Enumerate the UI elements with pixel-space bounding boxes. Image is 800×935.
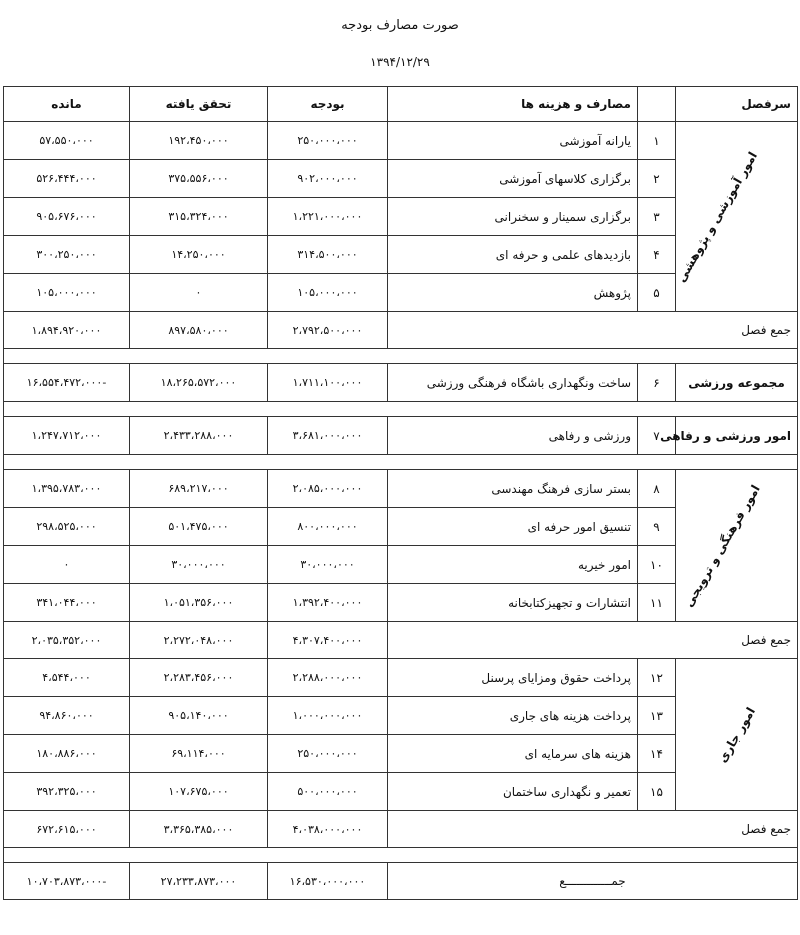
report-date: ۱۳۹۴/۱۲/۲۹	[370, 55, 430, 69]
row-realized: ۱،۰۵۱،۳۵۶،۰۰۰	[130, 584, 268, 622]
row-realized: ۱۰۷،۶۷۵،۰۰۰	[130, 773, 268, 811]
row-remaining: ۱،۲۴۷،۷۱۲،۰۰۰	[4, 417, 130, 455]
row-number: ۸	[638, 470, 676, 508]
row-budget: ۱،۳۹۲،۴۰۰،۰۰۰	[268, 584, 388, 622]
row-budget: ۲۵۰،۰۰۰،۰۰۰	[268, 122, 388, 160]
row-number: ۷	[638, 417, 676, 455]
row-budget: ۲،۰۸۵،۰۰۰،۰۰۰	[268, 470, 388, 508]
row-number: ۳	[638, 198, 676, 236]
row-budget: ۵۰۰،۰۰۰،۰۰۰	[268, 773, 388, 811]
subtotal-label: جمع فصل	[388, 312, 798, 349]
row-item: پرداخت حقوق ومزایای پرسنل	[388, 659, 638, 697]
row-budget: ۱،۰۰۰،۰۰۰،۰۰۰	[268, 697, 388, 735]
subtotal-remaining: ۱،۸۹۴،۹۲۰،۰۰۰	[4, 312, 130, 349]
row-item: بستر سازی فرهنگ مهندسی	[388, 470, 638, 508]
row-item: برگزاری کلاسهای آموزشی	[388, 160, 638, 198]
budget-table	[3, 86, 798, 900]
row-number: ۵	[638, 274, 676, 312]
row-item: ورزشی و رفاهی	[388, 417, 638, 455]
row-item: تنسیق امور حرفه ای	[388, 508, 638, 546]
col-header-section: سرفصل	[676, 87, 798, 122]
row-remaining: ۴،۵۴۴،۰۰۰	[4, 659, 130, 697]
col-header-item: مصارف و هزینه ها	[388, 87, 638, 122]
row-realized: ۱۹۲،۴۵۰،۰۰۰	[130, 122, 268, 160]
row-realized: ۵۰۱،۴۷۵،۰۰۰	[130, 508, 268, 546]
subtotal-realized: ۳،۳۶۵،۳۸۵،۰۰۰	[130, 811, 268, 848]
subtotal-realized: ۸۹۷،۵۸۰،۰۰۰	[130, 312, 268, 349]
row-number: ۲	[638, 160, 676, 198]
row-budget: ۲۵۰،۰۰۰،۰۰۰	[268, 735, 388, 773]
table-row	[4, 659, 798, 697]
section-label-education: امور آموزشی و پژوهشی	[673, 148, 761, 285]
table-row	[4, 364, 798, 402]
subtotal-budget: ۴،۰۳۸،۰۰۰،۰۰۰	[268, 811, 388, 848]
row-number: ۱۵	[638, 773, 676, 811]
row-realized: ۹۰۵،۱۴۰،۰۰۰	[130, 697, 268, 735]
row-realized: ۶۸۹،۲۱۷،۰۰۰	[130, 470, 268, 508]
table-row	[4, 470, 798, 508]
row-remaining: ۵۲۶،۴۴۴،۰۰۰	[4, 160, 130, 198]
subtotal-row-current	[4, 811, 798, 848]
row-item: پرداخت هزینه های جاری	[388, 697, 638, 735]
spacer-row	[4, 848, 798, 863]
row-realized: ۳۷۵،۵۵۶،۰۰۰	[130, 160, 268, 198]
row-budget: ۱،۷۱۱،۱۰۰،۰۰۰	[268, 364, 388, 402]
col-header-remaining: مانده	[4, 87, 130, 122]
grand-total-remaining: -۱۰،۷۰۳،۸۷۳،۰۰۰	[4, 863, 130, 900]
subtotal-realized: ۲،۲۷۲،۰۴۸،۰۰۰	[130, 622, 268, 659]
section-cell-current	[676, 659, 798, 811]
row-budget: ۳۰،۰۰۰،۰۰۰	[268, 546, 388, 584]
row-realized: ۳۱۵،۳۲۴،۰۰۰	[130, 198, 268, 236]
row-remaining: ۲۹۸،۵۲۵،۰۰۰	[4, 508, 130, 546]
subtotal-label: جمع فصل	[388, 622, 798, 659]
row-number: ۱	[638, 122, 676, 160]
subtotal-row-cultural	[4, 622, 798, 659]
subtotal-label: جمع فصل	[388, 811, 798, 848]
row-realized: ۲،۴۳۳،۲۸۸،۰۰۰	[130, 417, 268, 455]
row-budget: ۳۱۴،۵۰۰،۰۰۰	[268, 236, 388, 274]
row-budget: ۱۰۵،۰۰۰،۰۰۰	[268, 274, 388, 312]
row-remaining: -۱۶،۵۵۴،۴۷۲،۰۰۰	[4, 364, 130, 402]
row-remaining: ۳۴۱،۰۴۴،۰۰۰	[4, 584, 130, 622]
table-row	[4, 122, 798, 160]
row-number: ۱۲	[638, 659, 676, 697]
section-label-cultural: امور فرهنگی و ترویجی	[681, 482, 763, 609]
row-remaining: ۱۰۵،۰۰۰،۰۰۰	[4, 274, 130, 312]
section-cell-cultural	[676, 470, 798, 622]
row-remaining: ۱۸۰،۸۸۶،۰۰۰	[4, 735, 130, 773]
grand-total-budget: ۱۶،۵۳۰،۰۰۰،۰۰۰	[268, 863, 388, 900]
row-budget: ۳،۶۸۱،۰۰۰،۰۰۰	[268, 417, 388, 455]
grand-total-label: جمـــــــــــــع	[388, 863, 798, 900]
row-number: ۱۱	[638, 584, 676, 622]
col-header-number	[638, 87, 676, 122]
row-number: ۱۰	[638, 546, 676, 584]
row-remaining: ۳۰۰،۲۵۰،۰۰۰	[4, 236, 130, 274]
row-remaining: ۹۴،۸۶۰،۰۰۰	[4, 697, 130, 735]
row-number: ۱۴	[638, 735, 676, 773]
row-realized: ۲،۲۸۳،۴۵۶،۰۰۰	[130, 659, 268, 697]
section-label-current: امور جاری	[715, 704, 758, 765]
row-number: ۱۳	[638, 697, 676, 735]
row-item: هزینه های سرمایه ای	[388, 735, 638, 773]
row-item: برگزاری سمینار و سخنرانی	[388, 198, 638, 236]
section-label-sports-complex: مجموعه ورزشی	[676, 364, 798, 402]
row-realized: ۳۰،۰۰۰،۰۰۰	[130, 546, 268, 584]
row-realized: ۰	[130, 274, 268, 312]
spacer-row	[4, 349, 798, 364]
subtotal-budget: ۴،۳۰۷،۴۰۰،۰۰۰	[268, 622, 388, 659]
row-item: امور خیریه	[388, 546, 638, 584]
spacer-row	[4, 455, 798, 470]
col-header-budget: بودجه	[268, 87, 388, 122]
row-budget: ۸۰۰،۰۰۰،۰۰۰	[268, 508, 388, 546]
table-row	[4, 417, 798, 455]
row-item: انتشارات و تجهیزکتابخانه	[388, 584, 638, 622]
grand-total-row	[4, 863, 798, 900]
row-remaining: ۱،۳۹۵،۷۸۳،۰۰۰	[4, 470, 130, 508]
row-realized: ۱۴،۲۵۰،۰۰۰	[130, 236, 268, 274]
row-realized: ۱۸،۲۶۵،۵۷۲،۰۰۰	[130, 364, 268, 402]
table-header-row	[4, 87, 798, 122]
row-budget: ۹۰۲،۰۰۰،۰۰۰	[268, 160, 388, 198]
subtotal-budget: ۲،۷۹۲،۵۰۰،۰۰۰	[268, 312, 388, 349]
row-number: ۹	[638, 508, 676, 546]
subtotal-row-education	[4, 312, 798, 349]
row-remaining: ۳۹۲،۳۲۵،۰۰۰	[4, 773, 130, 811]
grand-total-realized: ۲۷،۲۳۳،۸۷۳،۰۰۰	[130, 863, 268, 900]
col-header-realized: تحقق یافته	[130, 87, 268, 122]
row-item: بازدیدهای علمی و حرفه ای	[388, 236, 638, 274]
subtotal-remaining: ۶۷۲،۶۱۵،۰۰۰	[4, 811, 130, 848]
row-number: ۶	[638, 364, 676, 402]
subtotal-remaining: ۲،۰۳۵،۳۵۲،۰۰۰	[4, 622, 130, 659]
row-remaining: ۵۷،۵۵۰،۰۰۰	[4, 122, 130, 160]
row-remaining: ۰	[4, 546, 130, 584]
section-cell-education	[673, 122, 798, 312]
row-realized: ۶۹،۱۱۴،۰۰۰	[130, 735, 268, 773]
section-label-sports-welfare: امور ورزشی و رفاهی	[676, 417, 798, 455]
row-budget: ۲،۲۸۸،۰۰۰،۰۰۰	[268, 659, 388, 697]
row-item: یارانه آموزشی	[388, 122, 638, 160]
spacer-row	[4, 402, 798, 417]
row-remaining: ۹۰۵،۶۷۶،۰۰۰	[4, 198, 130, 236]
page-title: صورت مصارف بودجه	[341, 18, 459, 33]
row-item: ساخت ونگهداری باشگاه فرهنگی ورزشی	[388, 364, 638, 402]
row-item: پژوهش	[388, 274, 638, 312]
row-item: تعمیر و نگهداری ساختمان	[388, 773, 638, 811]
row-number: ۴	[638, 236, 676, 274]
row-budget: ۱،۲۲۱،۰۰۰،۰۰۰	[268, 198, 388, 236]
